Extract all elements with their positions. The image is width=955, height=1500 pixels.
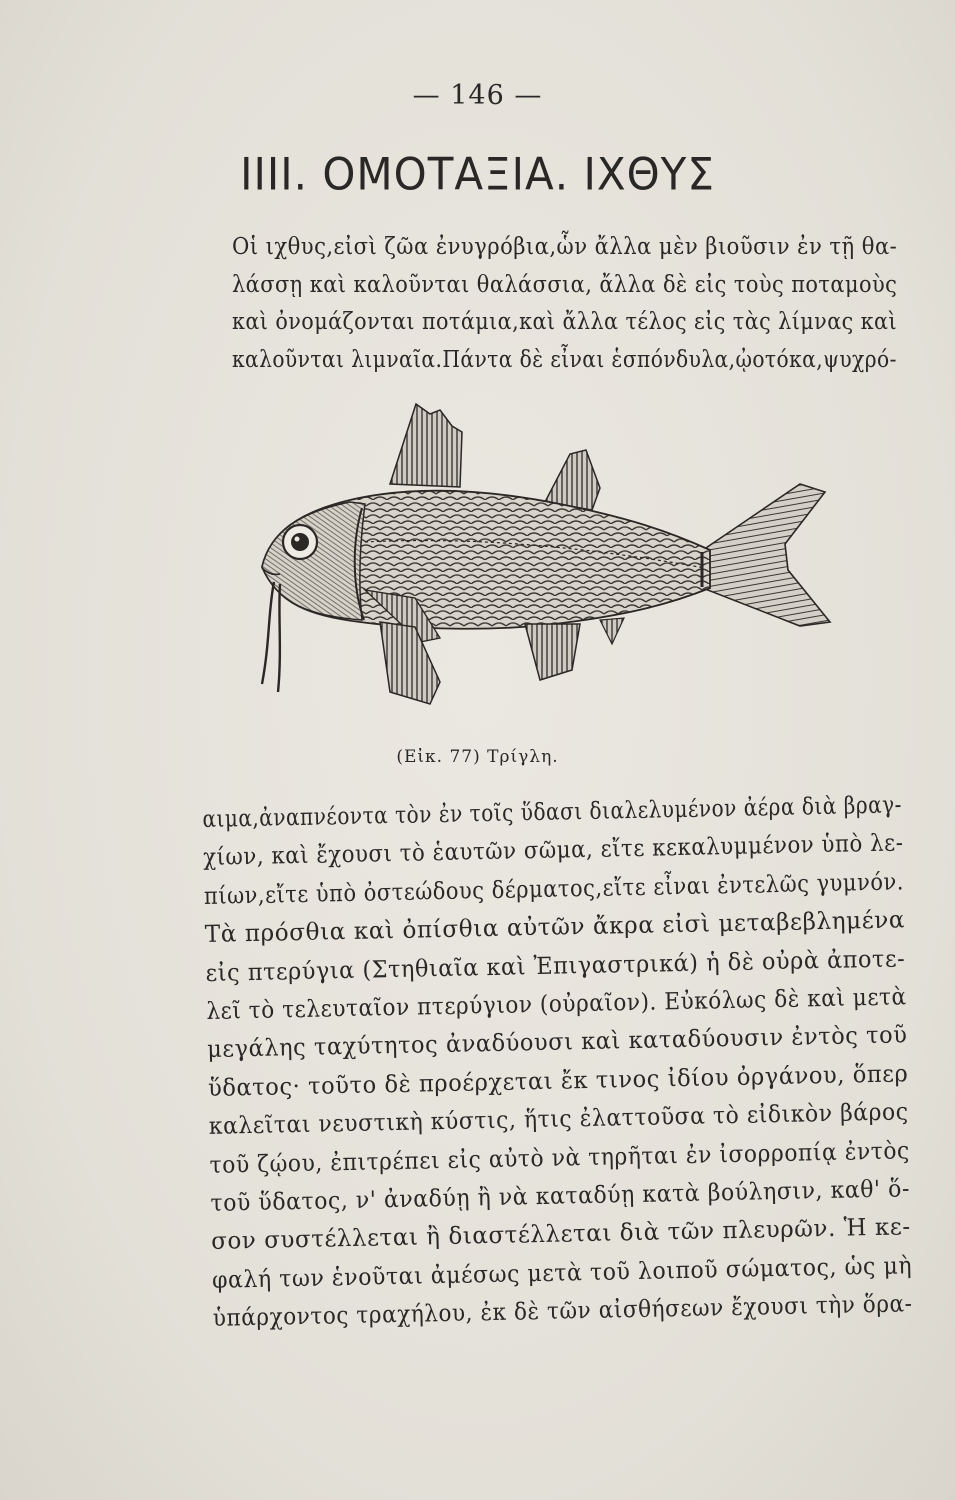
text-line: τοῦ ζῴου, ἐπιτρέπει εἰς αὐτὸ νὰ τηρῆται ἐν ἰσορροπίᾳ ἐντὸς bbox=[209, 1135, 911, 1179]
text-line: αιμα,ἀναπνέοντα τὸν ἐν τοῖς ὕδασι διαλελυμένον ἀέρα διὰ βραγ- bbox=[202, 790, 903, 833]
text-line: Τὰ πρόσθια καὶ ὀπίσθια αὐτῶν ἄκρα εἰσὶ μεταβεβλημένα bbox=[204, 905, 906, 949]
text-line: λεῖ τὸ τελευταῖον πτερύγιον (οὐραῖον). Εὐκόλως δὲ καὶ μετὰ bbox=[206, 982, 907, 1025]
text-line: τοῦ ὕδατος, ν' ἀναδύῃ ἢ νὰ καταδύῃ κατὰ βούλησιν, καθ' ὅ- bbox=[210, 1174, 911, 1217]
bottom-paragraph bbox=[202, 785, 913, 1337]
top-paragraph bbox=[232, 228, 897, 378]
text-line: χίων, καὶ ἔχουσι τὸ ἑαυτῶν σῶμα, εἴτε κεκαλυμμένον ὑπὸ λε- bbox=[202, 828, 904, 872]
text-line: Οἱ ιχθυς,εἰσὶ ζῶα ἐνυγρόβια,ὧν ἄλλα μὲν βιοῦσιν ἐν τῇ θα- bbox=[232, 232, 898, 260]
figure-caption: (Εἰκ. 77) Τρίγλη. bbox=[396, 747, 559, 767]
text-line: πίων,εἴτε ὑπὸ ὀστεώδους δέρματος,εἴτε εἶναι ἐντελῶς γυμνόν. bbox=[203, 867, 905, 910]
page-number: — 146 — bbox=[412, 80, 543, 111]
chapter-title: IIII. ΟΜΟΤΑΞΙΑ. ΙΧΘΥΣ bbox=[240, 148, 715, 201]
text-line: εἰς πτερύγια (Στηθιαῖα καὶ Ἐπιγαστρικά) ἡ δὲ οὐρὰ ἀποτε- bbox=[205, 943, 906, 987]
text-line: καὶ ὀνομάζονται ποτάμια,καὶ ἄλλα τέλος εἰς τὰς λίμνας καὶ bbox=[232, 307, 898, 335]
text-line: λάσσῃ καὶ καλοῦνται θαλάσσια, ἄλλα δὲ εἰς τοὺς ποταμοὺς bbox=[232, 269, 898, 298]
text-line: φαλή των ἑνοῦται ἀμέσως μετὰ τοῦ λοιποῦ σώματος, ὡς μὴ bbox=[211, 1251, 913, 1294]
text-line: καλοῦνται λιμναῖα.Πάντα δὲ εἶναι ἑσπόνδυλα,ᾠοτόκα,ψυχρό- bbox=[232, 344, 897, 373]
text-line: καλεῖται νευστικὴ κύστις, ἥτις ἐλαττοῦσα τὸ εἰδικὸν βάρος bbox=[208, 1097, 909, 1141]
text-line: ὕδατος· τοῦτο δὲ προέρχεται ἔκ τινος ἰδίου ὀργάνου, ὅπερ bbox=[207, 1059, 909, 1102]
red-mullet-fish-icon bbox=[240, 392, 860, 712]
text-line: ὑπάρχοντος τραχήλου, ἐκ δὲ τῶν αἰσθήσεων ἔχουσι τὴν ὅρα- bbox=[212, 1289, 913, 1333]
text-line: μεγάλης ταχύτητος ἀναδύουσι καὶ καταδύουσιν ἐντὸς τοῦ bbox=[206, 1020, 908, 1064]
text-line: σον συστέλλεται ἢ διαστέλλεται διὰ τῶν πλευρῶν. Ἡ κε- bbox=[210, 1212, 911, 1256]
fish-illustration bbox=[240, 392, 860, 712]
